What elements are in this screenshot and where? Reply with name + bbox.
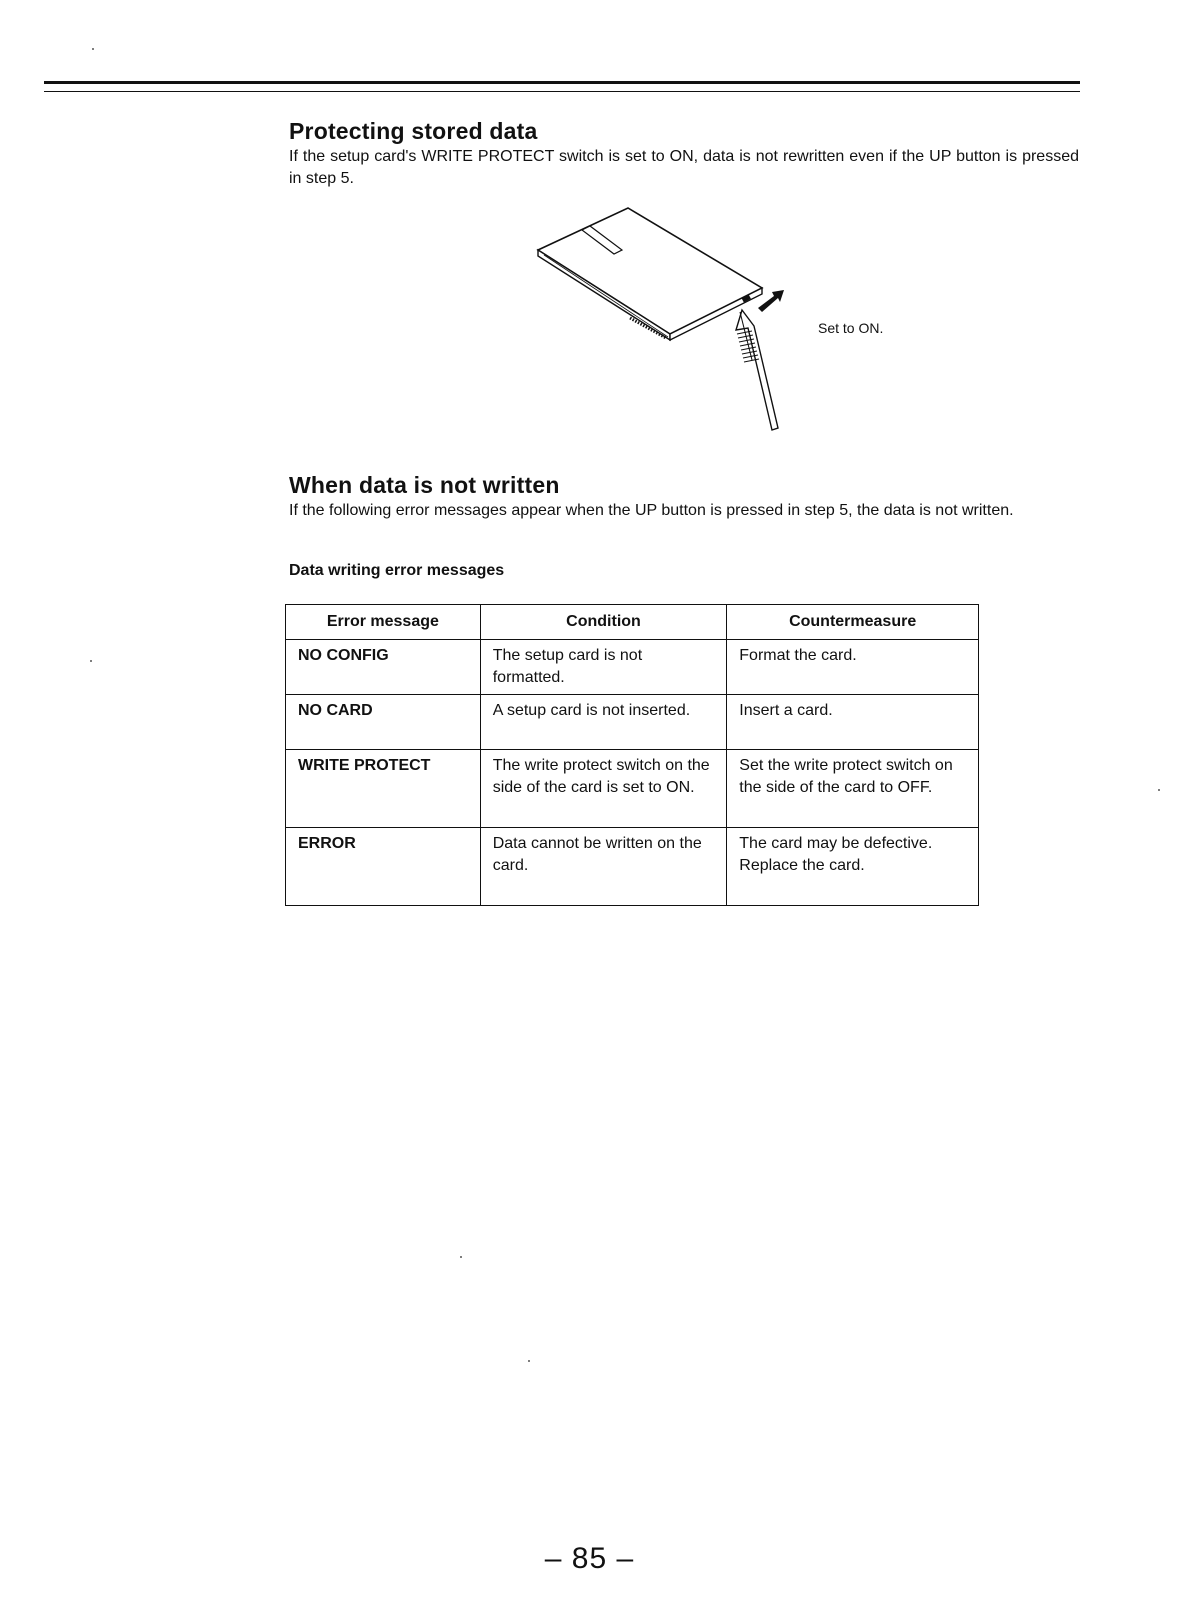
scan-speck [92,48,94,50]
cell-error-message: NO CONFIG [286,640,481,695]
scan-speck [1158,789,1160,791]
scan-speck [528,1360,530,1362]
table-row [286,750,979,828]
cell-error-message: WRITE PROTECT [286,750,481,828]
cell-countermeasure: Set the write protect switch on the side of the card to OFF. [727,750,979,828]
header-rule-thin [44,91,1080,92]
header-error-message: Error message [286,605,481,640]
cell-error-message: NO CARD [286,695,481,750]
page-number: – 85 – [544,1542,635,1575]
table-title: Data writing error messages [289,562,505,579]
table-row [286,640,979,695]
header-rule-thick [44,81,1080,84]
section-body-protecting: If the setup card's WRITE PROTECT switch is set to ON, data is not rewritten even if the UP button is pressed in step 5. [289,148,1079,187]
error-messages-table [285,604,979,906]
header-condition: Condition [480,605,727,640]
card-write-protect-illustration [530,200,820,450]
header-countermeasure: Countermeasure [727,605,979,640]
table-row [286,828,979,906]
table-row [286,695,979,750]
cell-condition: Data cannot be written on the card. [480,828,727,906]
scan-speck [460,1256,462,1258]
section-body-not-written: If the following error messages appear when the UP button is pressed in step 5, the data is not written. [289,502,1014,519]
figure-caption: Set to ON. [818,320,884,336]
table-header-row [286,605,979,640]
cell-countermeasure: Insert a card. [727,695,979,750]
cell-countermeasure: The card may be defective. Replace the card. [727,828,979,906]
cell-countermeasure: Format the card. [727,640,979,695]
cell-condition: The write protect switch on the side of the card is set to ON. [480,750,727,828]
cell-error-message: ERROR [286,828,481,906]
scan-speck [90,660,92,662]
cell-condition: A setup card is not inserted. [480,695,727,750]
section-heading-not-written: When data is not written [289,472,560,498]
section-heading-protecting: Protecting stored data [289,118,538,144]
cell-condition: The setup card is not formatted. [480,640,727,695]
